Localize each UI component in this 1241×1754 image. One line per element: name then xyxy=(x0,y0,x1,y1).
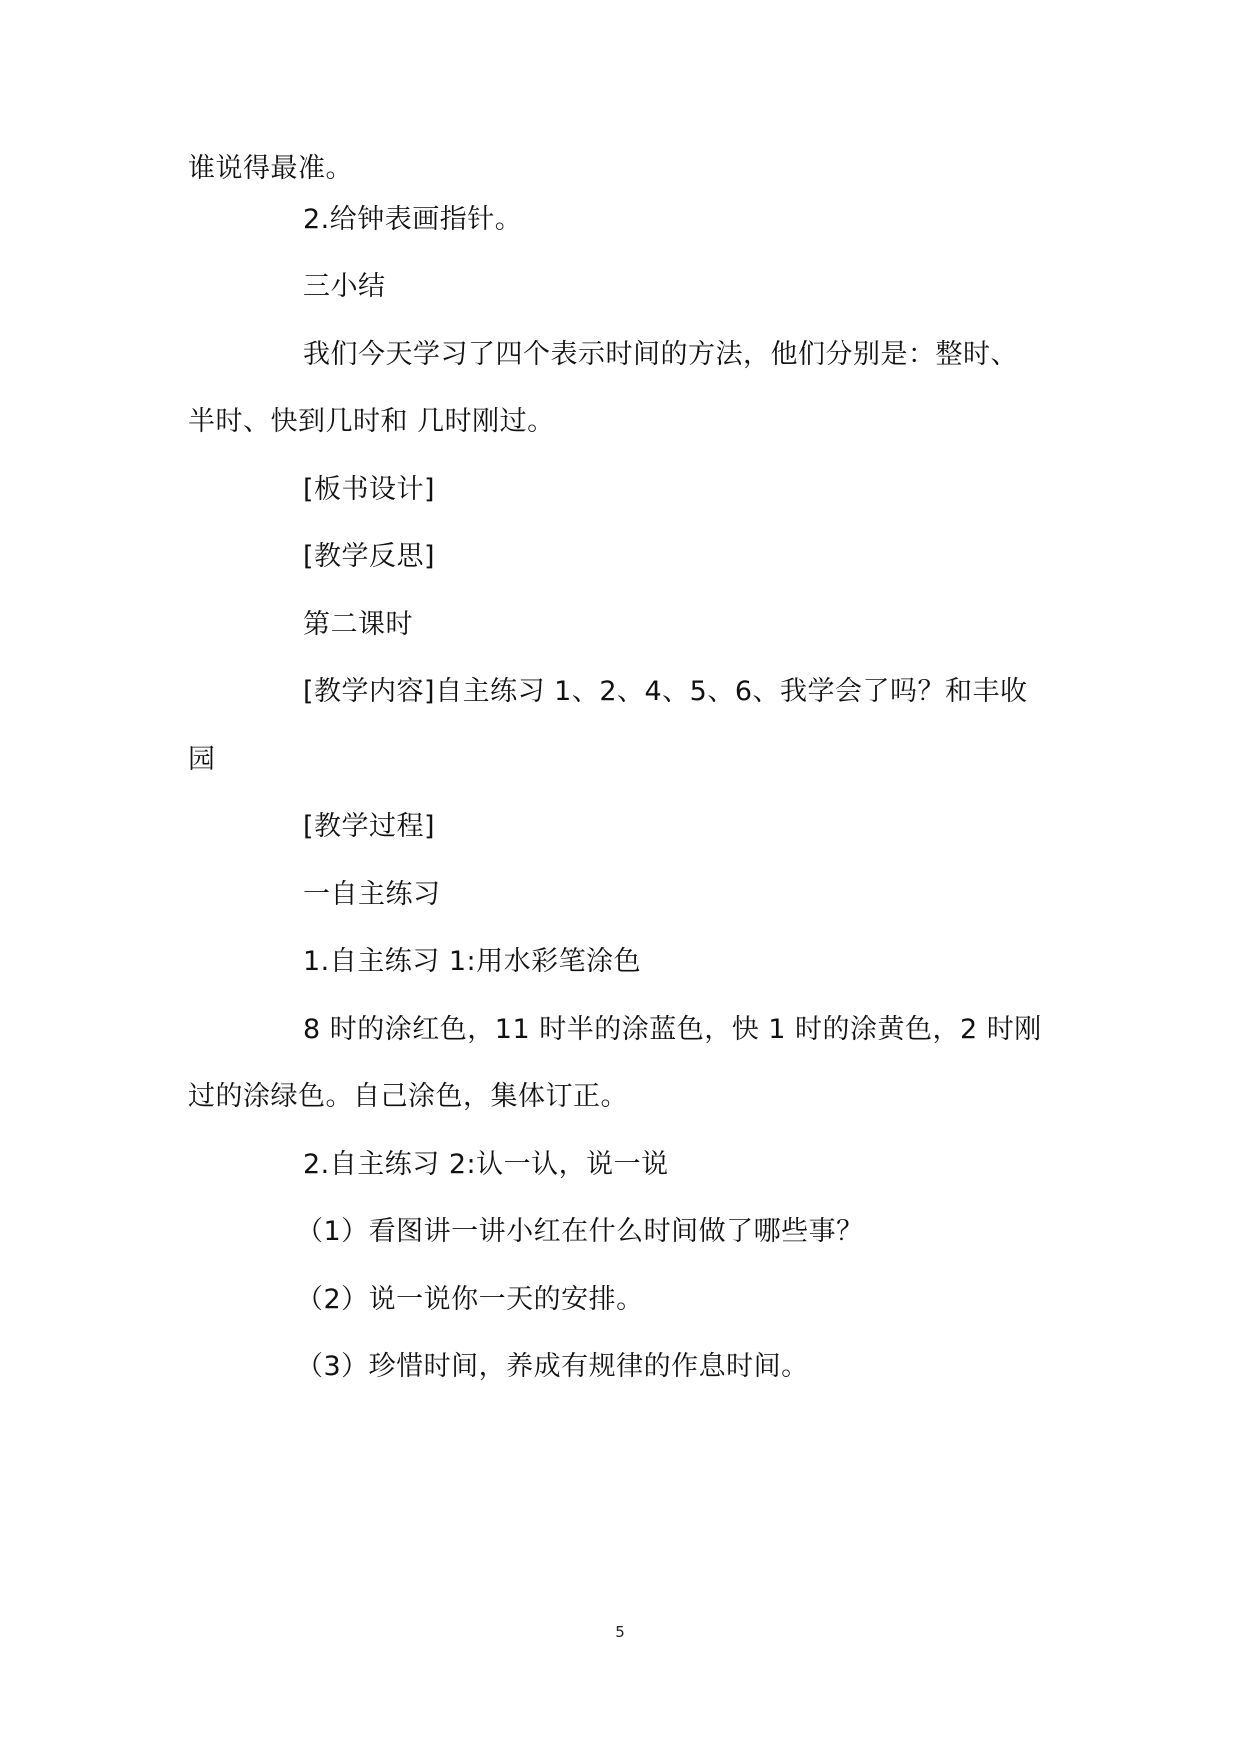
section-heading: 三小结 xyxy=(303,271,386,302)
text-line: 1.自主练习 1:用水彩笔涂色 xyxy=(303,946,642,977)
text-line: 8 时的涂红色，11 时半的涂蓝色，快 1 时的涂黄色，2 时刚 xyxy=(303,1014,1042,1045)
section-heading: 第二课时 xyxy=(303,609,413,640)
section-heading: 一自主练习 xyxy=(303,879,441,910)
text-line: 2.给钟表画指针。 xyxy=(303,204,523,235)
text-line: 我们今天学习了四个表示时间的方法，他们分别是：整时、 xyxy=(303,339,1018,370)
text-line: （1）看图讲一讲小红在什么时间做了哪些事？ xyxy=(296,1216,864,1247)
text-line: 过的涂绿色。自己涂色，集体订正。 xyxy=(188,1081,628,1112)
section-label: [板书设计] xyxy=(303,474,436,505)
page-number: 5 xyxy=(615,1623,625,1641)
text-line: 2.自主练习 2:认一认，说一说 xyxy=(303,1149,669,1180)
section-label: [教学过程] xyxy=(303,811,436,842)
text-line: 谁说得最准。 xyxy=(188,153,353,184)
text-line: （2）说一说你一天的安排。 xyxy=(296,1284,644,1315)
text-line: [教学内容]自主练习 1、2、4、5、6、我学会了吗？和丰收 xyxy=(303,676,1028,707)
text-line: 半时、快到几时和 几时刚过。 xyxy=(188,406,555,437)
section-label: [教学反思] xyxy=(303,541,436,572)
text-line: （3）珍惜时间，养成有规律的作息时间。 xyxy=(296,1351,809,1382)
text-line: 园 xyxy=(188,744,216,775)
